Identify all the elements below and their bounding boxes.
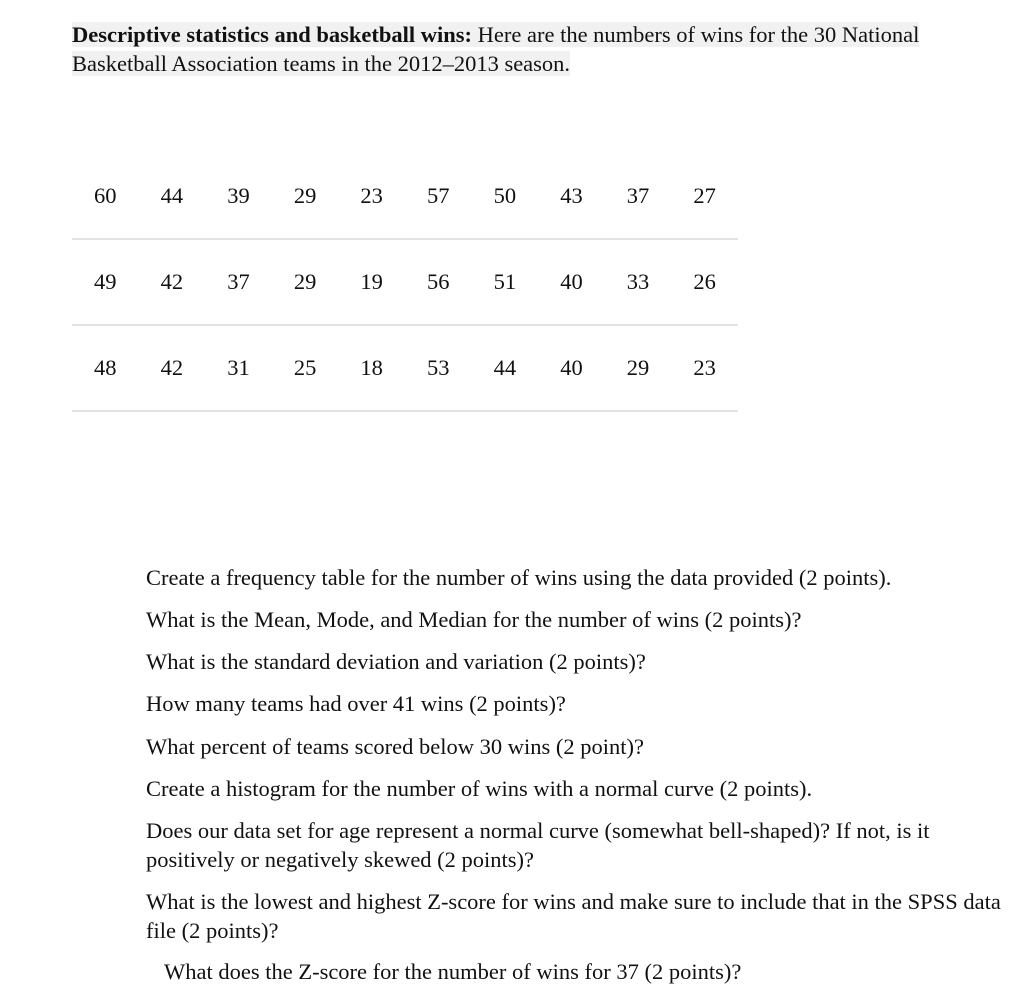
table-cell: 29 xyxy=(605,325,672,411)
intro-text: Here are the numbers of wins for the 30 National Basketball Association teams in the 2012–2013 season. xyxy=(72,22,920,76)
table-cell: 33 xyxy=(605,239,672,325)
table-cell: 44 xyxy=(139,154,206,239)
question-z-score-range: What is the lowest and highest Z-score for wins and make sure to include that in the SPSS data file (2 points)? xyxy=(146,889,1001,943)
table-cell: 42 xyxy=(139,239,206,325)
table-cell: 37 xyxy=(205,239,272,325)
table-cell: 37 xyxy=(605,154,672,239)
table-cell: 50 xyxy=(472,154,539,239)
table-cell: 18 xyxy=(338,325,405,411)
table-cell: 27 xyxy=(671,154,738,239)
intro-paragraph xyxy=(72,20,1002,78)
table-cell: 29 xyxy=(272,154,339,239)
table-cell: 19 xyxy=(338,239,405,325)
table-cell: 51 xyxy=(472,239,539,325)
question-normal-curve: Does our data set for age represent a normal curve (somewhat bell-shaped)? If not, is it positively or negatively skewed (2 points)? xyxy=(146,818,930,872)
table-cell: 23 xyxy=(671,325,738,411)
table-cell: 40 xyxy=(538,325,605,411)
table-row xyxy=(72,239,738,325)
table-cell: 29 xyxy=(272,239,339,325)
table-row xyxy=(72,154,738,239)
table-cell: 56 xyxy=(405,239,472,325)
table-cell: 26 xyxy=(671,239,738,325)
question-std-deviation: What is the standard deviation and variation (2 points)? xyxy=(146,649,646,674)
question-z-score-37: What does the Z-score for the number of wins for 37 (2 points)? xyxy=(164,959,742,984)
question-histogram: Create a histogram for the number of wins with a normal curve (2 points). xyxy=(146,776,813,801)
table-cell: 49 xyxy=(72,239,139,325)
table-cell: 57 xyxy=(405,154,472,239)
table-cell: 60 xyxy=(72,154,139,239)
wins-table xyxy=(72,154,738,412)
table-cell: 48 xyxy=(72,325,139,411)
table-cell: 40 xyxy=(538,239,605,325)
table-cell: 42 xyxy=(139,325,206,411)
question-over-41-wins: How many teams had over 41 wins (2 points)? xyxy=(146,691,566,716)
question-percent-below-30: What percent of teams scored below 30 wins (2 point)? xyxy=(146,734,644,759)
table-cell: 43 xyxy=(538,154,605,239)
table-cell: 44 xyxy=(472,325,539,411)
table-cell: 25 xyxy=(272,325,339,411)
question-mean-mode-median: What is the Mean, Mode, and Median for the number of wins (2 points)? xyxy=(146,607,802,632)
table-cell: 39 xyxy=(205,154,272,239)
table-cell: 23 xyxy=(338,154,405,239)
table-row xyxy=(72,325,738,411)
question-frequency-table: Create a frequency table for the number of wins using the data provided (2 points). xyxy=(146,565,892,590)
table-cell: 53 xyxy=(405,325,472,411)
intro-highlight xyxy=(72,22,919,76)
table-cell: 31 xyxy=(205,325,272,411)
intro-bold-title: Descriptive statistics and basketball wins: xyxy=(72,22,473,47)
